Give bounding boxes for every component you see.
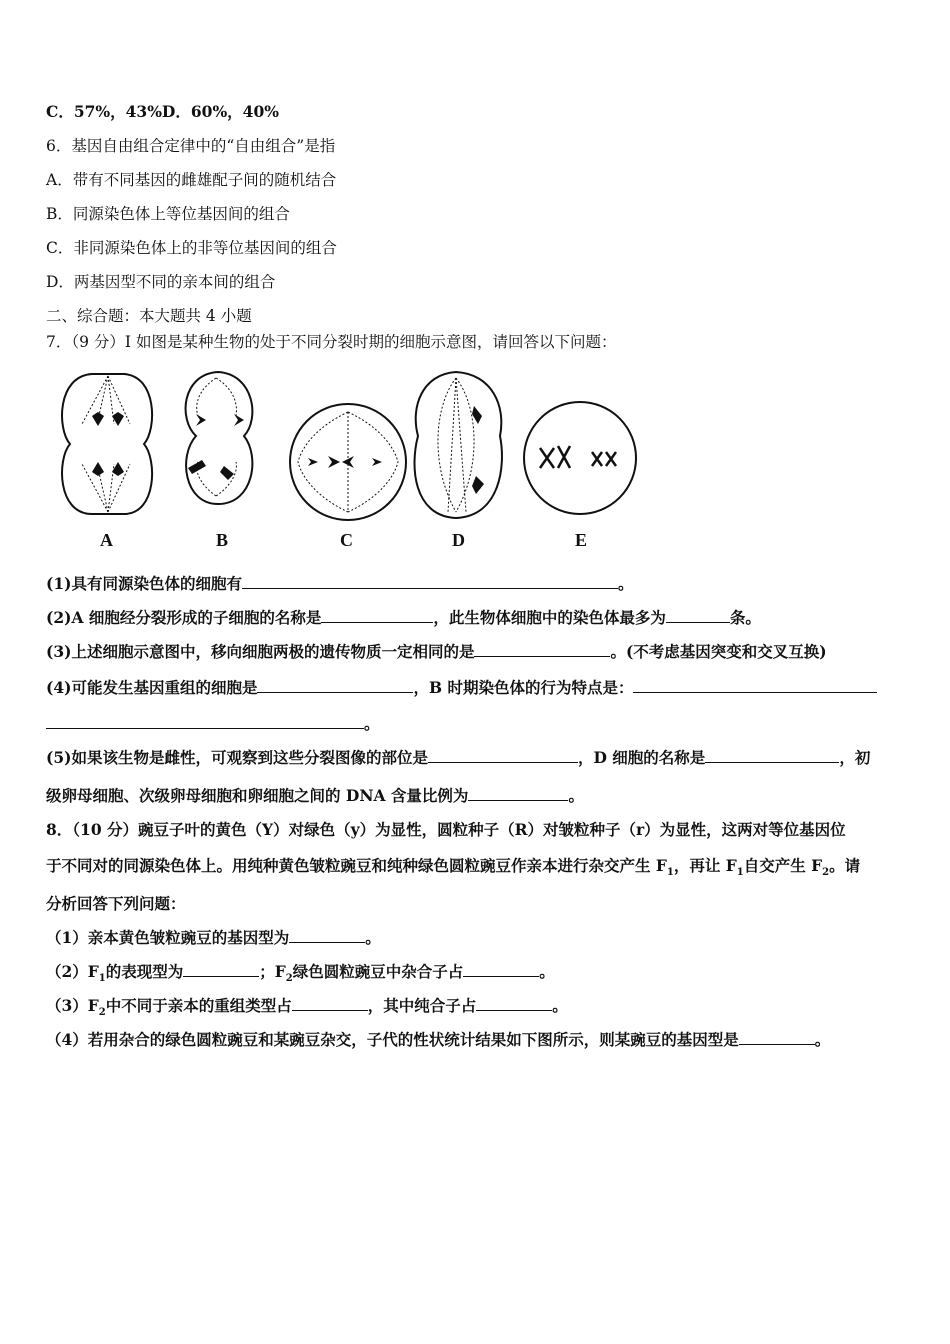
- cell-label-c: C: [340, 530, 353, 550]
- answer-blank[interactable]: [633, 678, 877, 693]
- section-2-heading: 二、综合题：本大题共 4 小题: [46, 307, 252, 325]
- cell-division-figure: [52, 364, 652, 554]
- question-6: 6．基因自由组合定律中的“自由组合”是指: [46, 137, 336, 155]
- q7-part-5: (5)如果该生物是雌性，可观察到这些分裂图像的部位是 ，D 细胞的名称是 ，初: [46, 748, 871, 767]
- answer-blank[interactable]: [257, 678, 413, 693]
- q8-part-2: $(2)F_1$的表现型为 ；$F_2$绿色圆粒豌豆中杂合子占 。: [46, 962, 555, 985]
- cell-diagrams: [52, 364, 652, 554]
- question-7: 7．（9 分）I 如图是某种生物的处于不同分裂时期的细胞示意图，请回答以下问题：: [46, 333, 617, 351]
- question-6-option-c: C．非同源染色体上的非等位基因间的组合: [46, 239, 337, 257]
- q8-part-4: （4）若用杂合的绿色圆粒豌豆和某豌豆杂交，子代的性状统计结果如下图所示，则某豌豆的基因型是 。: [46, 1030, 831, 1049]
- answer-blank[interactable]: [289, 928, 365, 943]
- answer-blank[interactable]: [666, 608, 730, 623]
- cell-d: [414, 372, 501, 518]
- cell-label-e: E: [575, 530, 588, 550]
- q7-part-5-cont: 级卵母细胞、次级卵母细胞和卵细胞之间的 DNA 含量比例为 。: [46, 786, 584, 805]
- question-8-line-1: 8．（10 分）豌豆子叶的黄色（Y）对绿色（y）为显性，圆粒种子（R）对皱粒种子（r）为显性，这两对等位基因位: [46, 820, 846, 839]
- option-line-c-d: C．57%，43%D．60%，40%: [46, 102, 279, 121]
- question-8-line-3: 分析回答下列问题：: [46, 894, 186, 913]
- answer-blank[interactable]: [476, 996, 552, 1011]
- cell-label-a: A: [100, 530, 113, 550]
- q7-part-2: (2)A 细胞经分裂形成的子细胞的名称是 ，此生物体细胞中的染色体最多为 条。: [46, 608, 761, 627]
- answer-blank[interactable]: [468, 786, 568, 801]
- q8-part-3: $(3)F_2$中不同于亲本的重组类型占 ，其中纯合子占 。: [46, 996, 568, 1019]
- cell-b: [186, 372, 253, 504]
- q7-part-4: (4)可能发生基因重组的细胞是 ，B 时期染色体的行为特点是：: [46, 678, 877, 698]
- cell-c: [290, 404, 406, 520]
- answer-blank[interactable]: [463, 962, 539, 977]
- question-6-option-d: D．两基因型不同的亲本间的组合: [46, 273, 276, 291]
- answer-blank[interactable]: [705, 748, 839, 763]
- answer-blank[interactable]: [46, 714, 364, 729]
- answer-blank[interactable]: [428, 748, 578, 763]
- question-8-line-2: 于不同对的同源染色体上。用纯种黄色皱粒豌豆和纯种绿色圆粒豌豆作亲本进行杂交产生 $F_1$，再让 $F_1$自交产生 $F_2$。请: [46, 856, 861, 879]
- answer-blank[interactable]: [292, 996, 368, 1011]
- q7-part-4-cont: 。: [46, 714, 380, 734]
- cell-e: [524, 402, 636, 514]
- q8-part-1: （1）亲本黄色皱粒豌豆的基因型为 。: [46, 928, 381, 947]
- answer-blank[interactable]: [242, 574, 618, 589]
- answer-blank[interactable]: [474, 642, 610, 657]
- q7-part-1: (1)具有同源染色体的细胞有 。: [46, 574, 634, 593]
- q7-part-3: (3)上述细胞示意图中，移向细胞两极的遗传物质一定相同的是 。(不考虑基因突变和交叉互换): [46, 642, 827, 661]
- question-6-option-b: B．同源染色体上等位基因间的组合: [46, 205, 290, 223]
- question-6-option-a: A．带有不同基因的雌雄配子间的随机结合: [46, 171, 337, 189]
- cell-a: [62, 374, 152, 514]
- cell-label-b: B: [216, 530, 229, 550]
- answer-blank[interactable]: [739, 1030, 815, 1045]
- answer-blank[interactable]: [321, 608, 433, 623]
- cell-label-d: D: [452, 530, 465, 550]
- answer-blank[interactable]: [183, 962, 259, 977]
